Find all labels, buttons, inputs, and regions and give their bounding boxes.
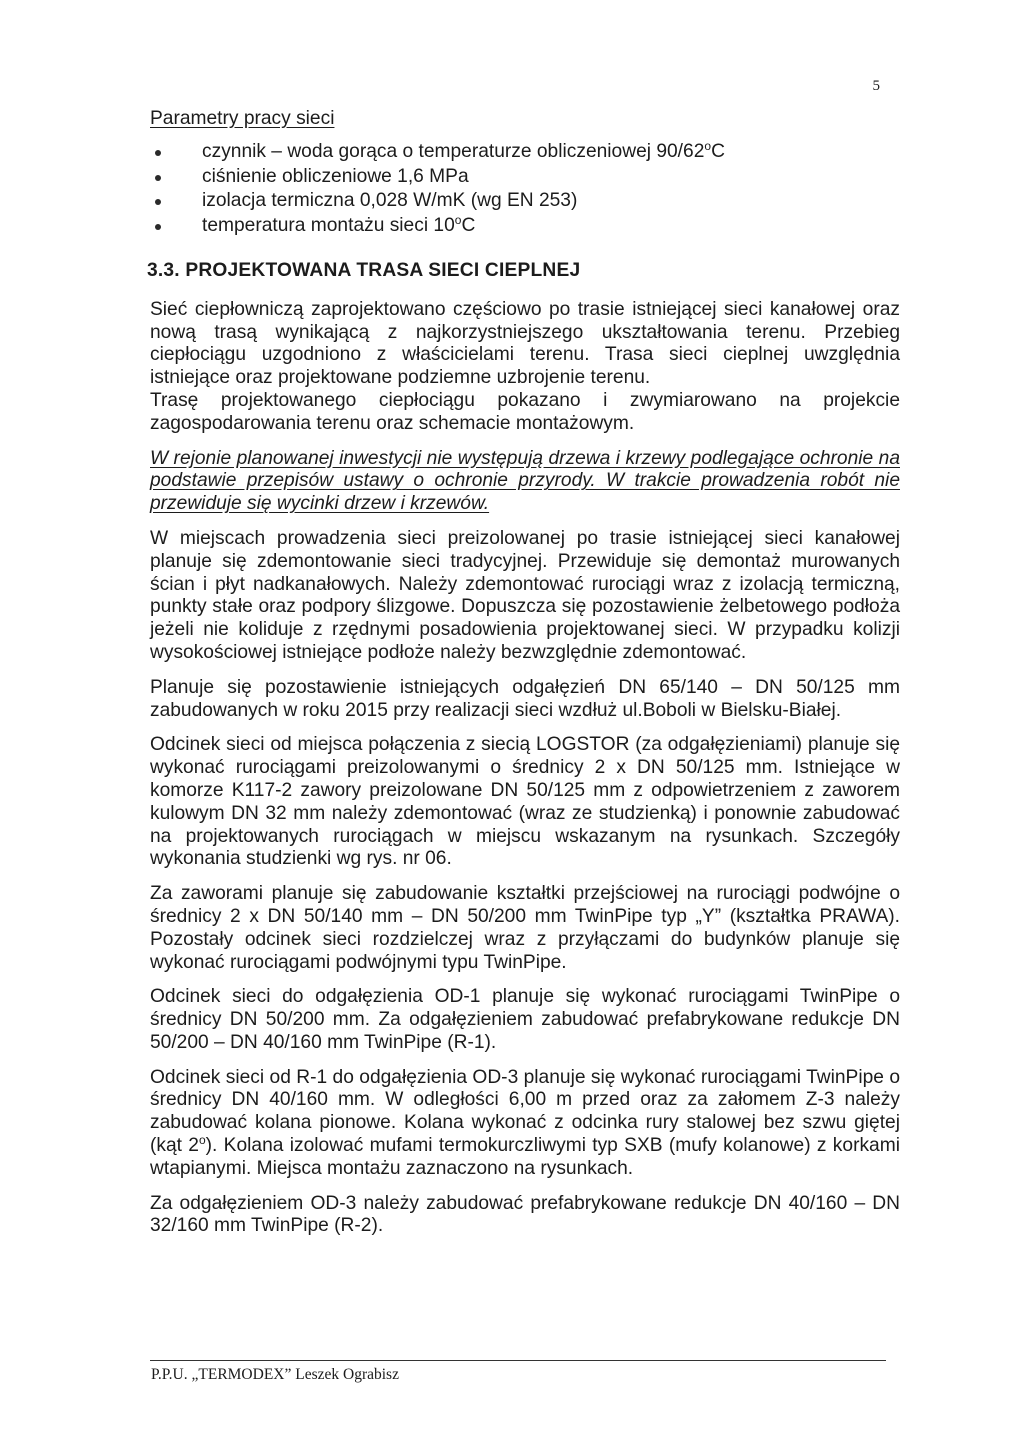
param-unit: C bbox=[711, 140, 725, 162]
list-item bbox=[150, 138, 900, 164]
param-unit: C bbox=[461, 215, 476, 237]
paragraph-text: Odcinek sieci od R-1 do odgałęzienia OD-3 planuje się wykonać rurociągami TwinPipe o średnicy DN 40/160 mm. W odległości 6,00 m przed oraz za załomem Z-3 należy zabudować kolana pionowe. Kolana wykonać z odcinka rury stalowej bez szwu giętej (kąt 2 bbox=[150, 1066, 900, 1157]
params-heading: Parametry pracy sieci bbox=[150, 108, 335, 129]
section-title: 3.3. PROJEKTOWANA TRASA SIECI CIEPLNEJ bbox=[147, 259, 581, 281]
page-number: 5 bbox=[872, 78, 880, 94]
paragraph-valves: Za zaworami planuje się zabudowanie kształtki przejściowej na rurociągi podwójne o średnicy 2 x DN 50/140 mm – DN 50/200 mm TwinPipe typ „Y” (kształtka PRAWA). Pozostały odcinek sieci rozdzielczej wraz z przyłączami do budynków planuje się wykonać rurociągami podwójnymi typu TwinPipe. bbox=[150, 883, 900, 973]
paragraph-od3 bbox=[150, 1067, 900, 1181]
params-list bbox=[150, 138, 900, 238]
degree-sup: o bbox=[454, 213, 462, 228]
param-text: izolacja termiczna 0,028 W/mK (wg EN 253) bbox=[202, 190, 578, 212]
degree-sup: o bbox=[704, 138, 712, 153]
paragraph-od1: Odcinek sieci do odgałęzienia OD-1 planuje się wykonać rurociągami TwinPipe o średnicy DN 50/200 mm. Za odgałęzieniem zabudować prefabrykowane redukcje DN 50/200 – DN 40/160 mm TwinPipe (R-1). bbox=[150, 986, 900, 1053]
list-item bbox=[150, 166, 900, 189]
footer-company: P.P.U. „TERMODEX” Leszek Ograbisz bbox=[151, 1366, 399, 1383]
paragraph-reductions: Za odgałęzieniem OD-3 należy zabudować prefabrykowane redukcje DN 40/160 – DN 32/160 mm TwinPipe (R-2). bbox=[150, 1192, 900, 1237]
paragraph-logstor: Odcinek sieci od miejsca połączenia z siecią LOGSTOR (za odgałęzieniami) planuje się wykonać rurociągami preizolowanymi o średnicy 2 x DN 50/125 mm. Istniejące w komorze K117-2 zawory preizolowane DN 50/125 mm z odpowietrzeniem z zaworem kulowym DN 32 mm należy zdemontować (wraz ze studzienką) i ponownie zabudować na projektowanych rurociągach w miejscu wskazanym na rysunkach. Szczegóły wykonania studzienki wg rys. nr 06. bbox=[150, 734, 900, 870]
param-text: temperatura montażu sieci 10 bbox=[202, 215, 455, 237]
list-item bbox=[150, 190, 900, 213]
list-item bbox=[150, 215, 900, 238]
footer-divider bbox=[150, 1360, 886, 1361]
paragraph-route: Sieć ciepłowniczą zaprojektowano częściowo po trasie istniejącej sieci kanałowej oraz nową trasą wynikającą z najkorzystniejszego ukształtowania terenu. Przebieg ciepłociągu uzgodniono z właścicielami terenu. Trasa sieci cieplnej uwzględnia istniejące oraz projektowane podziemne uzbrojenie terenu. bbox=[150, 298, 900, 389]
paragraph-trees-note: W rejonie planowanej inwestycji nie występują drzewa i krzewy podlegające ochronie na podstawie przepisów ustawy o ochronie przyrody. W trakcie prowadzenia robót nie przewiduje się wycinki drzew i krzewów. bbox=[150, 447, 900, 515]
param-text: ciśnienie obliczeniowe 1,6 MPa bbox=[202, 165, 469, 187]
paragraph-dismantling: W miejscach prowadzenia sieci preizolowanej po trasie istniejącej sieci kanałowej planuje się zdemontowanie sieci tradycyjnej. Przewiduje się demontaż murowanych ścian i płyt nadkanałowych. Należy zdemontować rurociągi wraz z izolacją termiczną, punkty stałe oraz podpory ślizgowe. Dopuszcza się pozostawienie żelbetowego podłoża jeżeli nie koliduje z rzędnymi posadowienia projektowanej sieci. W przypadku kolizji wysokościowej istniejące podłoże należy bezwzględnie zdemontować. bbox=[150, 527, 900, 663]
param-text: czynnik – woda gorąca o temperaturze obliczeniowej 90/62 bbox=[202, 140, 705, 162]
document-body bbox=[147, 108, 900, 1250]
paragraph-branches: Planuje się pozostawienie istniejących odgałęzień DN 65/140 – DN 50/125 mm zabudowanych w roku 2015 przy realizacji sieci wzdłuż ul.Boboli w Bielsku-Białej. bbox=[150, 676, 900, 721]
paragraph-route-drawing: Trasę projektowanego ciepłociągu pokazano i zwymiarowano na projekcie zagospodarowania terenu oraz schemacie montażowym. bbox=[150, 389, 900, 434]
degree-sup: o bbox=[198, 1133, 206, 1148]
paragraph-text: ). Kolana izolować mufami termokurczliwymi typ SXB (mufy kolanowe) z korkami wtapianymi. Miejsca montażu zaznaczono na rysunkach. bbox=[150, 1135, 900, 1179]
